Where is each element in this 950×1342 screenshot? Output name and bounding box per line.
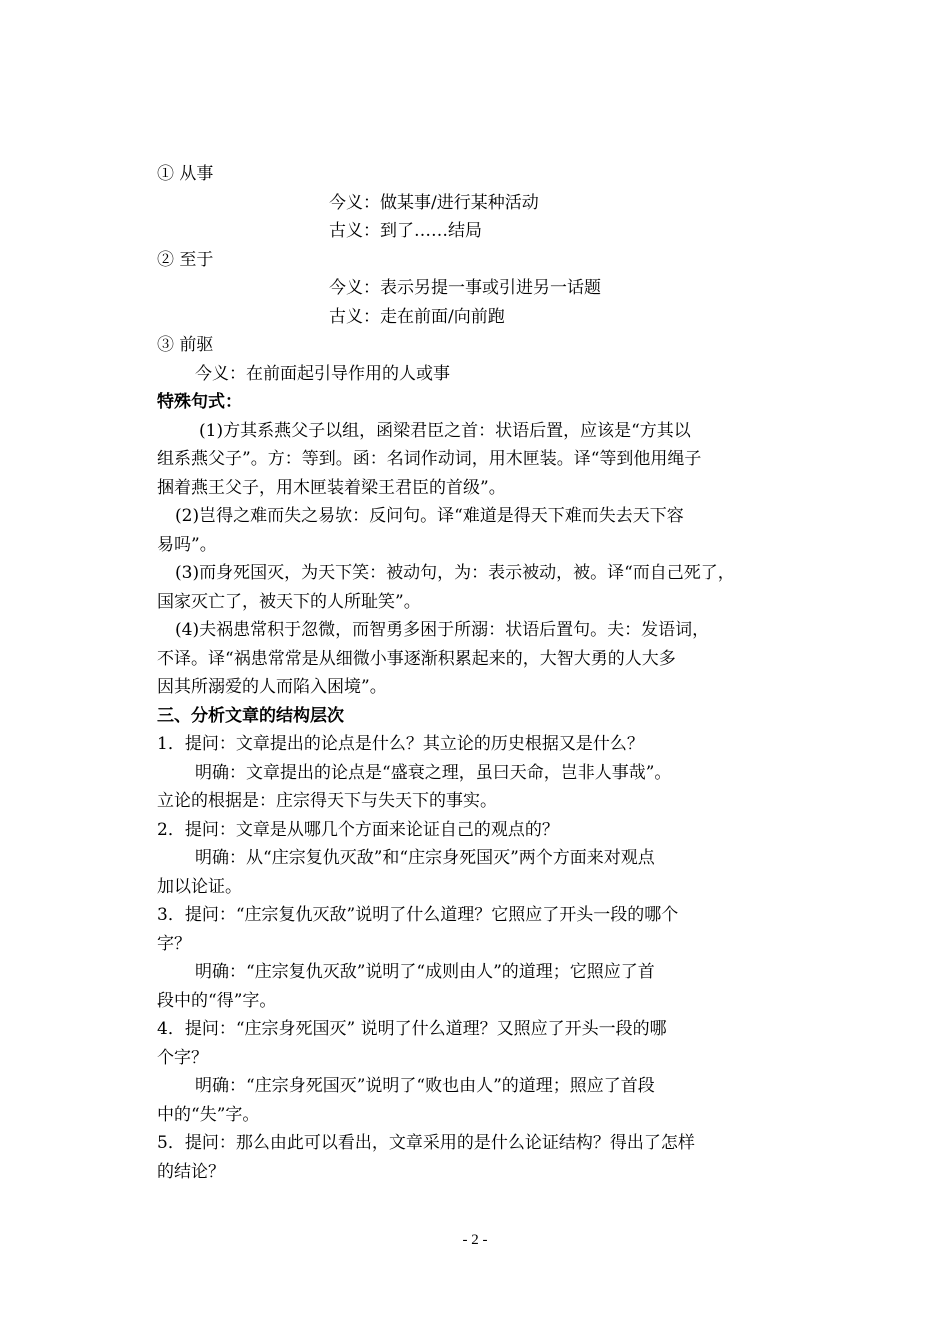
answer-line: 立论的根据是：庄宗得天下与失天下的事实。 xyxy=(157,791,497,811)
page-number: - 2 - xyxy=(462,1232,488,1248)
question-line: 4．提问：“庄宗身死国灭” 说明了什么道理？又照应了开头一段的哪 xyxy=(157,1019,667,1039)
vocab-modern: 今义：做某事/进行某种活动 xyxy=(329,192,539,213)
special-heading: 特殊句式： xyxy=(157,392,242,412)
answer-line: 明确：文章提出的论点是“盛衰之理，虽曰天命，岂非人事哉”。 xyxy=(195,762,672,783)
question-line: 个字？ xyxy=(157,1047,208,1068)
special-line: 捆着燕王父子，用木匣装着梁王君臣的首级”。 xyxy=(157,477,506,498)
question-line: 1．提问：文章提出的论点是什么？其立论的历史根据又是什么？ xyxy=(157,734,644,754)
vocab-term: ② 至于 xyxy=(157,249,214,270)
section-heading: 三、分析文章的结构层次 xyxy=(157,705,344,726)
special-line: 组系燕父子”。方：等到。函：名词作动词，用木匣装。译“等到他用绳子 xyxy=(157,449,702,469)
special-line: 国家灭亡了，被天下的人所耻笑”。 xyxy=(157,591,421,612)
question-line: 3．提问：“庄宗复仇灭敌”说明了什么道理？它照应了开头一段的哪个 xyxy=(157,905,679,925)
special-line: (2)岂得之难而失之易欤：反问句。译“难道是得天下难而失去天下容 xyxy=(175,506,684,526)
answer-line: 明确：从“庄宗复仇灭敌”和“庄宗身死国灭”两个方面来对观点 xyxy=(195,848,655,868)
question-line: 2．提问：文章是从哪几个方面来论证自己的观点的？ xyxy=(157,819,559,840)
vocab-modern: 今义：表示另提一事或引进另一话题 xyxy=(329,278,601,298)
special-line: (3)而身死国灭，为天下笑：被动句，为：表示被动，被。译“而自己死了， xyxy=(175,563,735,583)
question-line: 字？ xyxy=(157,933,191,954)
page-content xyxy=(157,160,757,1186)
vocab-term: ① 从事 xyxy=(157,164,214,184)
special-line: (4)夫祸患常积于忽微，而智勇多困于所溺：状语后置句。夫：发语词， xyxy=(175,620,710,640)
question-line: 的结论？ xyxy=(157,1161,225,1182)
question-line: 5．提问：那么由此可以看出，文章采用的是什么论证结构？得出了怎样 xyxy=(157,1133,695,1153)
special-line: 易吗”。 xyxy=(157,534,217,555)
answer-line: 明确：“庄宗身死国灭”说明了“败也由人”的道理；照应了首段 xyxy=(195,1076,655,1096)
vocab-ancient: 古义：到了……结局 xyxy=(329,221,482,241)
answer-line: 段中的“得”字。 xyxy=(157,990,277,1011)
vocab-modern: 今义：在前面起引导作用的人或事 xyxy=(195,363,450,384)
special-line: (1)方其系燕父子以组，函梁君臣之首：状语后置，应该是“方其以 xyxy=(199,420,691,441)
answer-line: 明确：“庄宗复仇灭敌”说明了“成则由人”的道理；它照应了首 xyxy=(195,962,655,982)
special-line: 不译。译“祸患常常是从细微小事逐渐积累起来的，大智大勇的人大多 xyxy=(157,648,676,669)
vocab-ancient: 古义：走在前面/向前跑 xyxy=(329,306,505,327)
answer-line: 中的“失”字。 xyxy=(157,1104,260,1125)
vocab-term: ③ 前驱 xyxy=(157,335,214,355)
answer-line: 加以论证。 xyxy=(157,876,242,897)
special-line: 因其所溺爱的人而陷入困境”。 xyxy=(157,677,387,697)
